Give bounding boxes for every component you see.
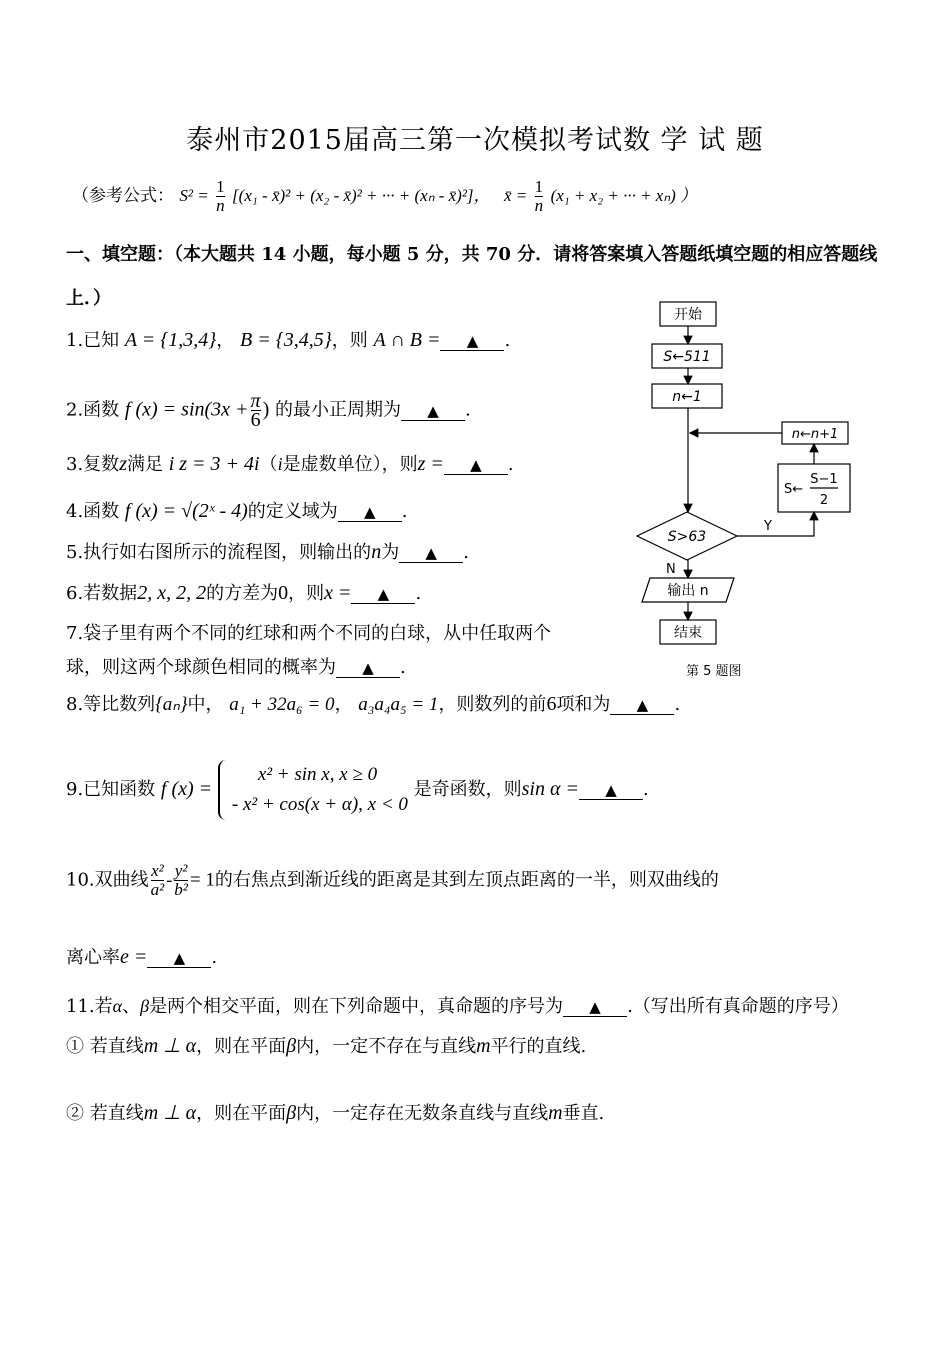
answer-blank: ▲ (610, 696, 674, 715)
question-10-line-2: 离心率e = ▲ . (66, 946, 218, 968)
answer-blank: ▲ (336, 659, 400, 678)
flow-n-init-label: n←1 (672, 389, 702, 405)
question-3: 3.复数z满足 i z = 3 + 4i（i是虚数单位），则z = ▲ . (66, 453, 514, 475)
question-5: 5.执行如右图所示的流程图，则输出的n为 ▲ . (66, 541, 469, 563)
statement-2: ② 若直线m ⊥ α，则在平面β内，一定存在无数条直线与直线m垂直. (66, 1102, 605, 1124)
question-10: 10.双曲线 $\frac{\text{x²}}{\text{a²}}$ - $\frac{\text{y²}}{\text{b²}}$ = 1的右焦点到渐近线的距离是其到左顶点距离的一半，则双曲线的 (66, 861, 719, 899)
piecewise-function: x² + sin x, x ≥ 0 - x² + cos(x + α), x < 0 (218, 760, 408, 820)
variance-fraction: $\frac{1}{n}$ (216, 177, 225, 215)
section-heading-cont: 上．） (66, 288, 111, 309)
answer-blank: ▲ (401, 402, 465, 421)
flow-start-label: 开始 (674, 307, 702, 323)
flow-s-update-left: S← (784, 482, 804, 497)
answer-blank: ▲ (440, 332, 504, 351)
answer-blank: ▲ (147, 949, 211, 968)
question-4: 4.函数 f (x) = √(2ˣ - 4)的定义域为 ▲ . (66, 500, 408, 522)
figure-caption: 第 5 题图 (686, 664, 742, 679)
answer-blank: ▲ (444, 456, 508, 475)
answer-blank: ▲ (338, 503, 402, 522)
flow-s-update-den: 2 (819, 493, 829, 508)
question-7-line-2: 球，则这两个球颜色相同的概率为 ▲ . (66, 657, 406, 678)
question-8: 8.等比数列{aₙ}中， a₁ + 32a₆ = 0， a₃a₄a₅ = 1，则数列的前6项和为 ▲ . (66, 693, 681, 715)
flow-no-label: N (666, 562, 676, 577)
question-6: 6.若数据2, x, 2, 2的方差为0，则x = ▲ . (66, 582, 422, 604)
mean-fraction: $\frac{1}{n}$ (534, 177, 544, 215)
reference-formula: （参考公式： S² = $\frac{1}{n}$ [(x₁ - x̄)² + (x₂ - x̄)² + ··· + (xₙ - x̄)²]， x̄ = $\frac{1}{n}$ (x₁ + x₂ + ··· + xₙ) ） (72, 177, 698, 215)
answer-blank: ▲ (563, 998, 627, 1017)
statement-1: ① 若直线m ⊥ α，则在平面β内，一定不存在与直线m平行的直线. (66, 1035, 587, 1057)
flow-end-label: 结束 (674, 625, 702, 641)
question-2: 2.函数 f (x) = sin(3x + $\frac{\pi}{6}$ ) 的最小正周期为 ▲ . (66, 390, 471, 431)
answer-blank: ▲ (579, 781, 643, 800)
flow-condition-label: S>63 (667, 529, 707, 545)
flow-s-init-label: S←511 (663, 349, 711, 365)
question-11: 11.若α、β是两个相交平面，则在下列命题中，真命题的序号为 ▲ .（写出所有真命题的序号） (66, 996, 849, 1017)
question-1: 1.已知 A = {1,3,4}， B = {3,4,5}，则 A ∩ B = ▲ . (66, 329, 511, 351)
question-9: 9.已知函数 f (x) = x² + sin x, x ≥ 0 - x² + cos(x + α), x < 0 是奇函数，则sin α = ▲ . (66, 760, 649, 820)
flow-yes-label: Y (764, 519, 772, 534)
flow-n-update-label: n←n+1 (791, 427, 839, 442)
flowchart (620, 290, 870, 660)
flow-output-label: 输出 n (667, 583, 709, 599)
answer-blank: ▲ (399, 544, 463, 563)
answer-blank: ▲ (351, 585, 415, 604)
question-7-line-1: 7.袋子里有两个不同的红球和两个不同的白球，从中任取两个 (66, 623, 552, 644)
page-title: 泰州市2015届高三第一次模拟考试数 学 试 题 (186, 125, 764, 156)
flow-s-update-num: S−1 (810, 472, 838, 487)
section-heading: 一、填空题：（本大题共 14 小题，每小题 5 分，共 70 分．请将答案填入答题纸填空题的相应答题线 (66, 244, 878, 265)
